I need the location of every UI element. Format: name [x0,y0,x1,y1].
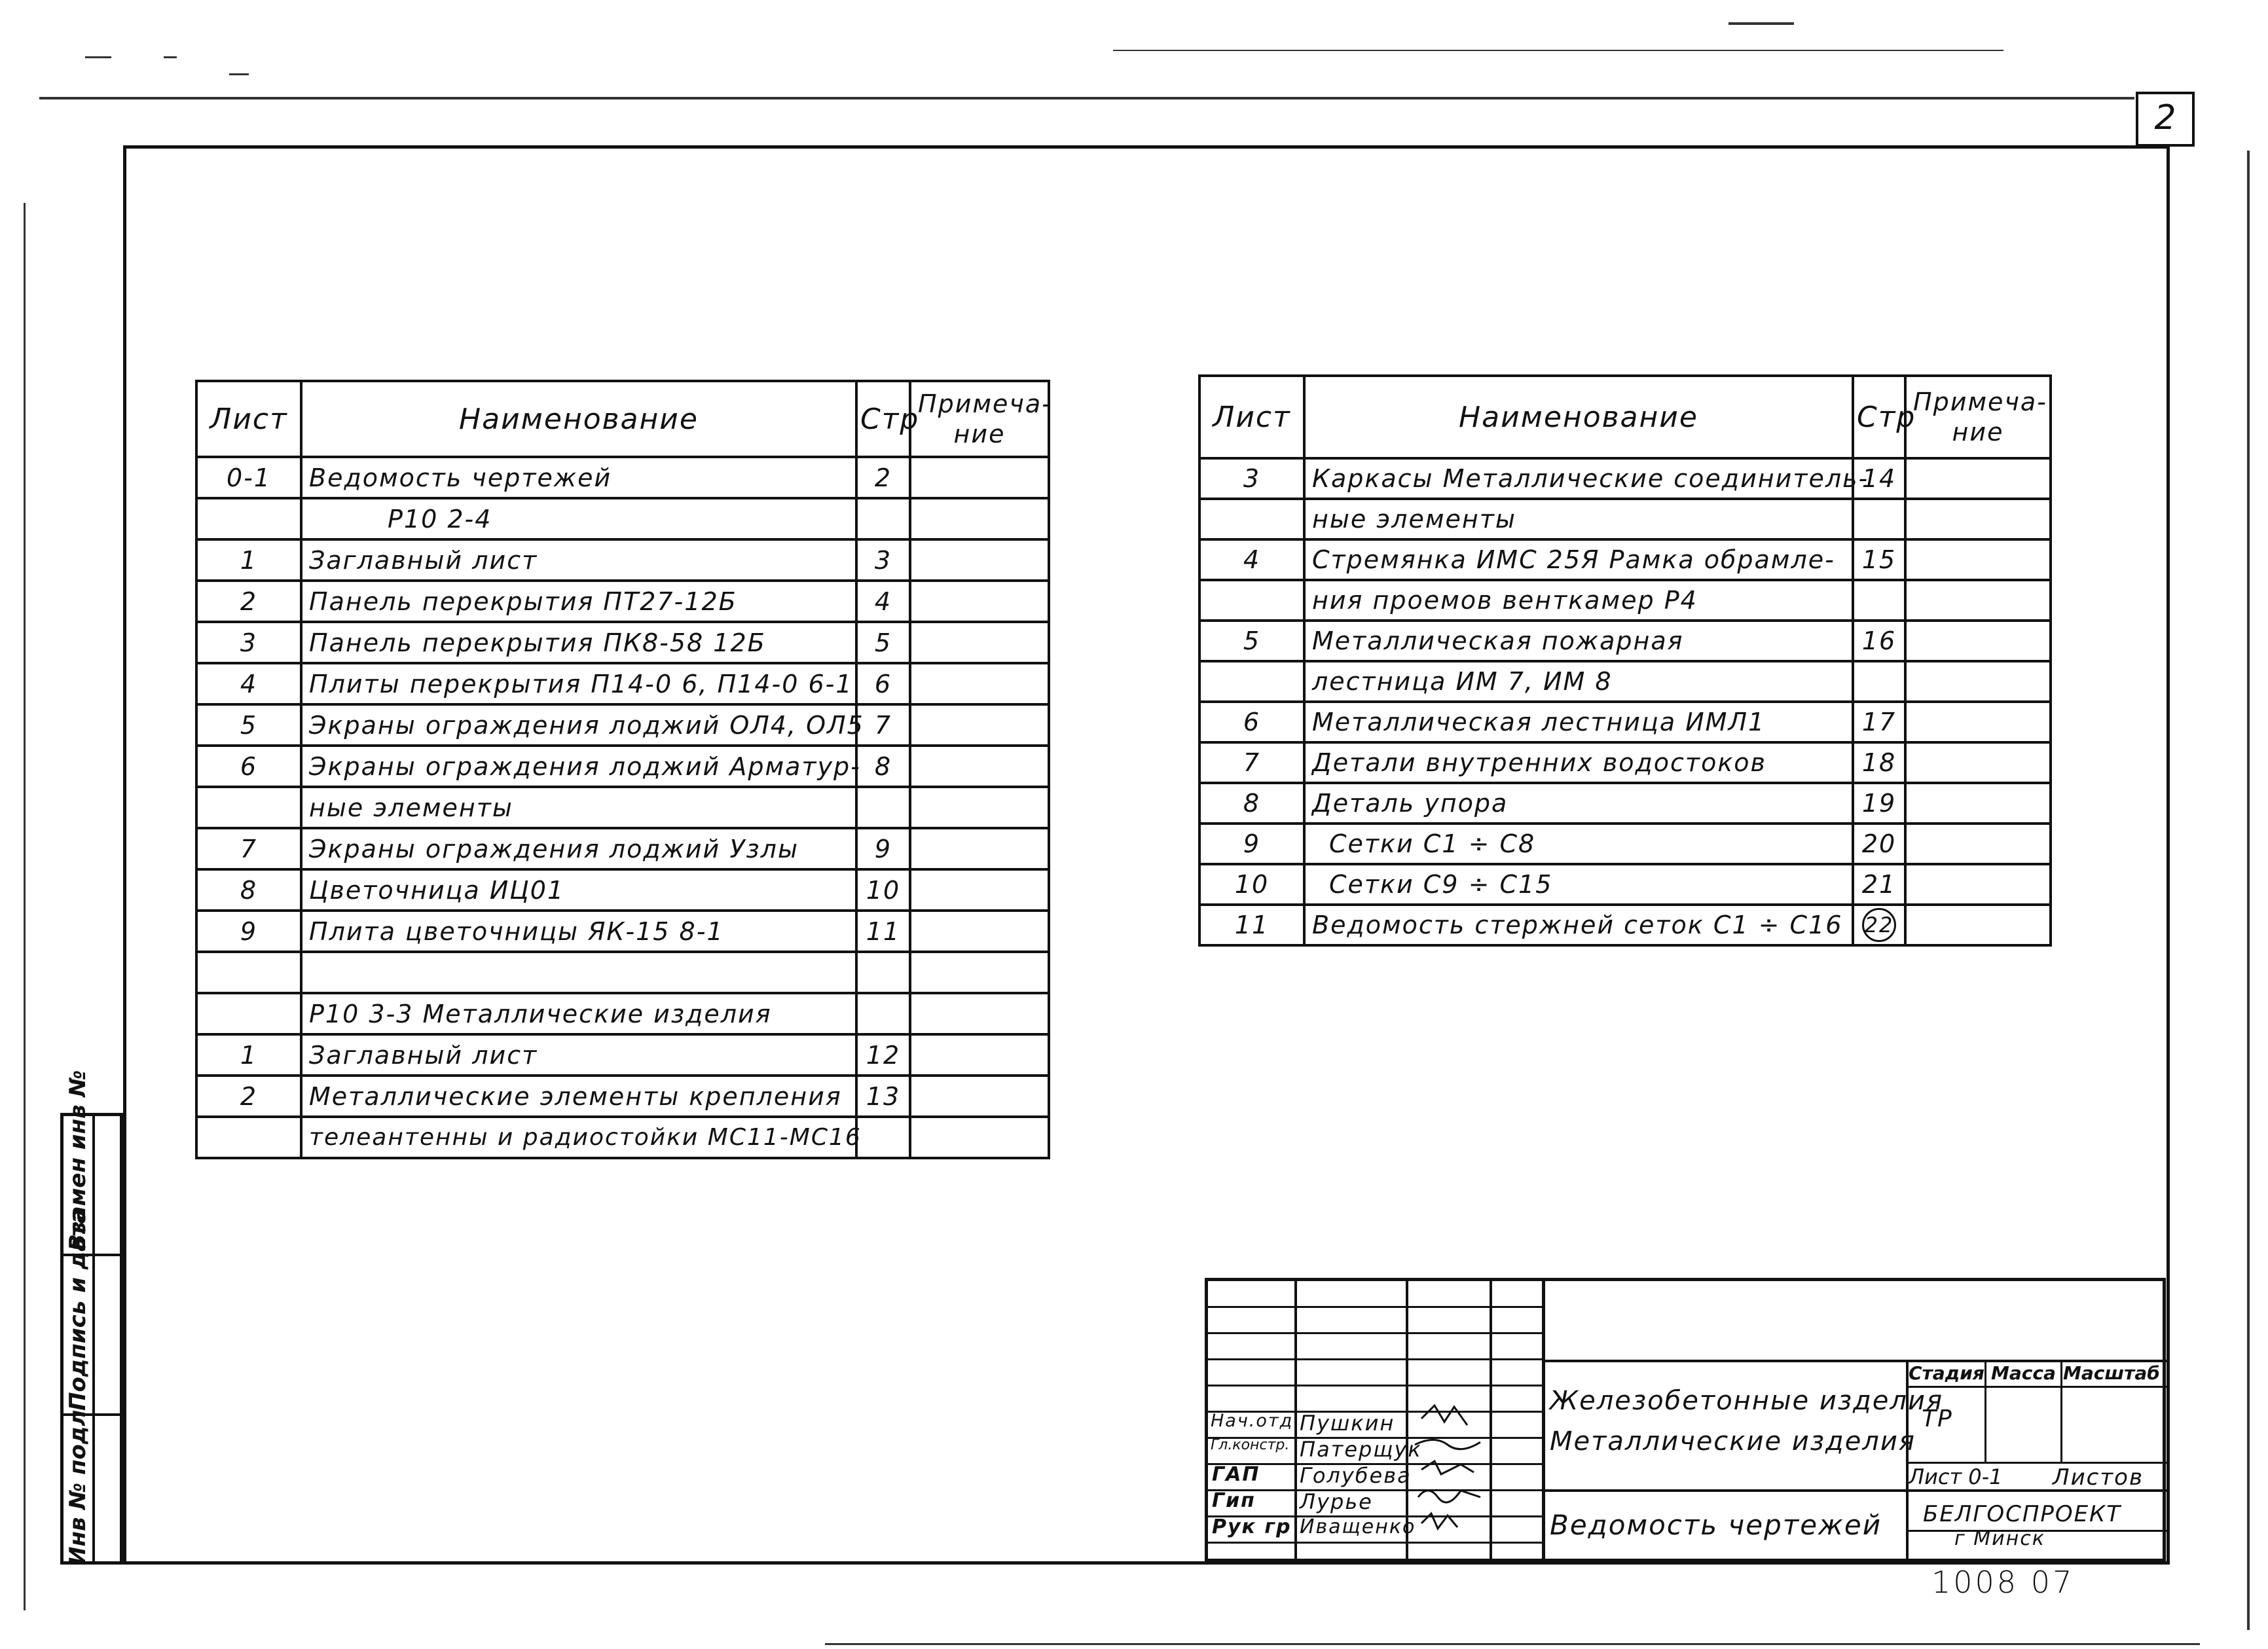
cell-page [1853,499,1905,539]
signatures [1408,1399,1490,1543]
cell-name [301,952,856,993]
cell-note [1905,742,2051,783]
side-label-podpis-data: Подпись и дата [65,1208,91,1411]
cell-page: 13 [856,1076,910,1117]
cell-note [1905,702,2051,742]
cell-name: Экраны ограждения лоджий ОЛ4, ОЛ5 [301,704,856,746]
cell-sheet: 4 [196,663,301,704]
cell-page: 12 [856,1034,910,1076]
cell-note [910,539,1049,581]
table-row [1199,783,2051,824]
table-row [1199,864,2051,905]
cell-note [910,704,1049,746]
cell-name: ния проемов венткамер Р4 [1304,580,1853,621]
cell-sheet: 5 [1199,621,1304,661]
cell-note [910,457,1049,498]
table-row [196,1076,1049,1117]
cell-note [910,498,1049,539]
header-name: Наименование [1304,376,1853,458]
table-row [196,663,1049,704]
table-row [196,622,1049,663]
cell-name: Плиты перекрытия П14-0 6, П14-0 6-1 [301,663,856,704]
table-row [1199,621,2051,661]
cell-sheet: 9 [1199,824,1304,864]
name-golubeva: Голубева [1300,1463,1412,1488]
side-label-vzamen: Взамен инв № [65,1070,91,1251]
cell-name: Плита цветочницы ЯК-15 8-1 [301,911,856,952]
drawings-index-table-right [1198,374,2052,947]
cell-sheet: 9 [196,911,301,952]
cell-sheet: 7 [196,828,301,869]
cell-page [1853,580,1905,621]
cell-page [1853,661,1905,702]
cell-page [856,787,910,828]
cell-sheet: 8 [196,869,301,911]
scan-mark [85,56,111,58]
cell-name: Панель перекрытия ПТ27-12Б [301,581,856,622]
cell-sheet: 5 [196,704,301,746]
cell-page: 3 [856,539,910,581]
cell-sheet: 6 [196,746,301,787]
cell-name: Металлические элементы крепления [301,1076,856,1117]
sheet-number-box [2136,92,2195,147]
cell-page [856,498,910,539]
document-title-line2: Металлические изделия [1550,1426,1916,1457]
header-sheet: Лист [196,381,301,457]
scan-mark [164,56,177,58]
cell-note [1905,824,2051,864]
cell-name: Каркасы Металлические соединитель- [1304,458,1853,499]
cell-name: Р10 2-4 [301,498,856,539]
document-title-line1: Железобетонные изделия [1550,1386,1944,1416]
cell-sheet: 3 [1199,458,1304,499]
cell-page: 9 [856,828,910,869]
cell-name: Экраны ограждения лоджий Арматур- [301,746,856,787]
table-row [196,581,1049,622]
cell-page [1853,905,1905,945]
cell-name: Металлическая лестница ИМЛ1 [1304,702,1853,742]
scan-mark [24,203,26,1610]
cell-page: 16 [1853,621,1905,661]
cell-page: 5 [856,622,910,663]
cell-name: Р10 3-3 Металлические изделия [301,993,856,1034]
cell-page: 20 [1853,824,1905,864]
organization-name: БЕЛГОСПРОЕКТ [1923,1501,2122,1527]
scale-label: Масштаб [2063,1362,2160,1384]
cell-note [910,911,1049,952]
table-header [1199,376,2051,458]
cell-sheet: 0-1 [196,457,301,498]
scan-mark [229,73,249,75]
cell-name: Детали внутренних водостоков [1304,742,1853,783]
table-row [196,993,1049,1034]
table-header [196,381,1049,457]
cell-sheet [196,787,301,828]
cell-sheet [196,952,301,993]
table-row [1199,499,2051,539]
cell-note [910,828,1049,869]
cell-note [910,746,1049,787]
mass-label: Масса [1991,1362,2056,1384]
table-row [196,1034,1049,1076]
name-pushkin: Пушкин [1300,1411,1395,1436]
table-row [196,952,1049,993]
cell-sheet [1199,499,1304,539]
cell-name: Ведомость стержней сеток С1 ÷ С16 [1304,905,1853,945]
stage-label: Стадия [1909,1362,1985,1384]
cell-page: 18 [1853,742,1905,783]
cell-note [910,1076,1049,1117]
cell-name: Металлическая пожарная [1304,621,1853,661]
cell-page: 10 [856,869,910,911]
cell-page: 7 [856,704,910,746]
stage-value: ТР [1922,1405,1953,1432]
cell-note [910,622,1049,663]
header-page: Стр [1853,376,1905,458]
cell-page: 6 [856,663,910,704]
circled-page-number: 22 [1862,908,1896,942]
cell-sheet [196,993,301,1034]
cell-name: телеантенны и радиостойки МС11-МС16 [301,1117,856,1158]
document-number: 1008 07 [1931,1565,2075,1600]
cell-sheet [196,498,301,539]
cell-name: Заглавный лист [301,539,856,581]
table-row [196,457,1049,498]
table-row [196,704,1049,746]
cell-page: 19 [1853,783,1905,824]
header-name: Наименование [301,381,856,457]
sheet-number: 2 [2154,98,2176,137]
table-row [1199,742,2051,783]
name-lurie: Лурье [1300,1489,1373,1514]
side-stamp [60,1070,123,1565]
title-block [1205,1278,2166,1562]
sheets-count-label: Листов [2053,1464,2144,1491]
cell-sheet [1199,661,1304,702]
cell-page: 8 [856,746,910,787]
cell-name: Сетки С1 ÷ С8 [1304,824,1853,864]
cell-name: Экраны ограждения лоджий Узлы [301,828,856,869]
cell-note [910,952,1049,993]
cell-note [1905,783,2051,824]
cell-sheet: 7 [1199,742,1304,783]
cell-page: 11 [856,911,910,952]
scan-mark [39,97,2134,100]
cell-note [910,993,1049,1034]
drawing-name: Ведомость чертежей [1550,1509,1882,1541]
name-paterschuk: Патерщук [1300,1437,1422,1462]
cell-sheet [196,1117,301,1158]
cell-sheet: 4 [1199,539,1304,580]
header-page: Стр [856,381,910,457]
header-note [1905,376,2051,458]
cell-name: Ведомость чертежей [301,457,856,498]
table-row [1199,905,2051,945]
table-row [196,1117,1049,1158]
cell-sheet: 11 [1199,905,1304,945]
table-row [1199,458,2051,499]
sheet-label: Лист 0-1 [1909,1464,2003,1489]
cell-sheet: 2 [196,1076,301,1117]
cell-sheet: 1 [196,1034,301,1076]
cell-page: 15 [1853,539,1905,580]
cell-name: Цветочница ИЦ01 [301,869,856,911]
cell-note [1905,458,2051,499]
scan-mark [825,1643,2200,1645]
cell-page: 2 [856,457,910,498]
role-ruk-gr: Рук гр [1212,1515,1292,1538]
cell-note [910,581,1049,622]
table-row [1199,580,2051,621]
cell-note [1905,864,2051,905]
table-row [196,828,1049,869]
header-note-text: Примеча-ние [918,390,1052,448]
role-gip: Гип [1212,1489,1256,1512]
cell-note [1905,621,2051,661]
cell-sheet: 8 [1199,783,1304,824]
cell-page: 17 [1853,702,1905,742]
cell-page [856,1117,910,1158]
cell-name: Заглавный лист [301,1034,856,1076]
cell-page [856,952,910,993]
cell-note [1905,661,2051,702]
table-row [196,911,1049,952]
cell-name: Сетки С9 ÷ С15 [1304,864,1853,905]
scan-mark [1113,50,2003,51]
header-note-text: Примеча-ние [1913,388,2047,446]
header-sheet: Лист [1199,376,1304,458]
header-note [910,381,1052,457]
cell-page: 21 [1853,864,1905,905]
cell-note [1905,905,2051,945]
cell-note [910,869,1049,911]
drawings-index-table-left [195,380,1050,1159]
cell-sheet: 2 [196,581,301,622]
side-label-inv-podl: Инв № подл [65,1409,91,1565]
cell-name: Деталь упора [1304,783,1853,824]
cell-name: ные элементы [1304,499,1853,539]
cell-page: 14 [1853,458,1905,499]
table-row [196,787,1049,828]
cell-note [910,1034,1049,1076]
cell-note [910,1117,1049,1158]
table-row [1199,539,2051,580]
table-row [1199,824,2051,864]
table-row [196,869,1049,911]
cell-sheet: 3 [196,622,301,663]
role-gl-konstr: Гл.констр. [1211,1437,1290,1453]
cell-sheet [1199,580,1304,621]
table-row [196,539,1049,581]
cell-sheet: 1 [196,539,301,581]
cell-sheet: 10 [1199,864,1304,905]
cell-sheet: 6 [1199,702,1304,742]
cell-page [856,993,910,1034]
scan-mark [2247,151,2250,1630]
cell-page: 4 [856,581,910,622]
table-row [196,498,1049,539]
table-row [1199,702,2051,742]
table-row [196,746,1049,787]
role-nach-otd: Нач.отд. [1211,1411,1300,1431]
name-ivaschenko: Иващенко [1300,1515,1416,1538]
scan-mark [1728,22,1794,25]
cell-note [1905,499,2051,539]
cell-note [910,663,1049,704]
cell-name: лестница ИМ 7, ИМ 8 [1304,661,1853,702]
cell-name: ные элементы [301,787,856,828]
cell-note [1905,539,2051,580]
cell-note [910,787,1049,828]
role-gap: ГАП [1212,1463,1260,1486]
cell-note [1905,580,2051,621]
cell-name: Стремянка ИМС 25Я Рамка обрамле- [1304,539,1853,580]
organization-city: г Минск [1954,1527,2045,1550]
cell-name: Панель перекрытия ПК8-58 12Б [301,622,856,663]
table-row [1199,661,2051,702]
